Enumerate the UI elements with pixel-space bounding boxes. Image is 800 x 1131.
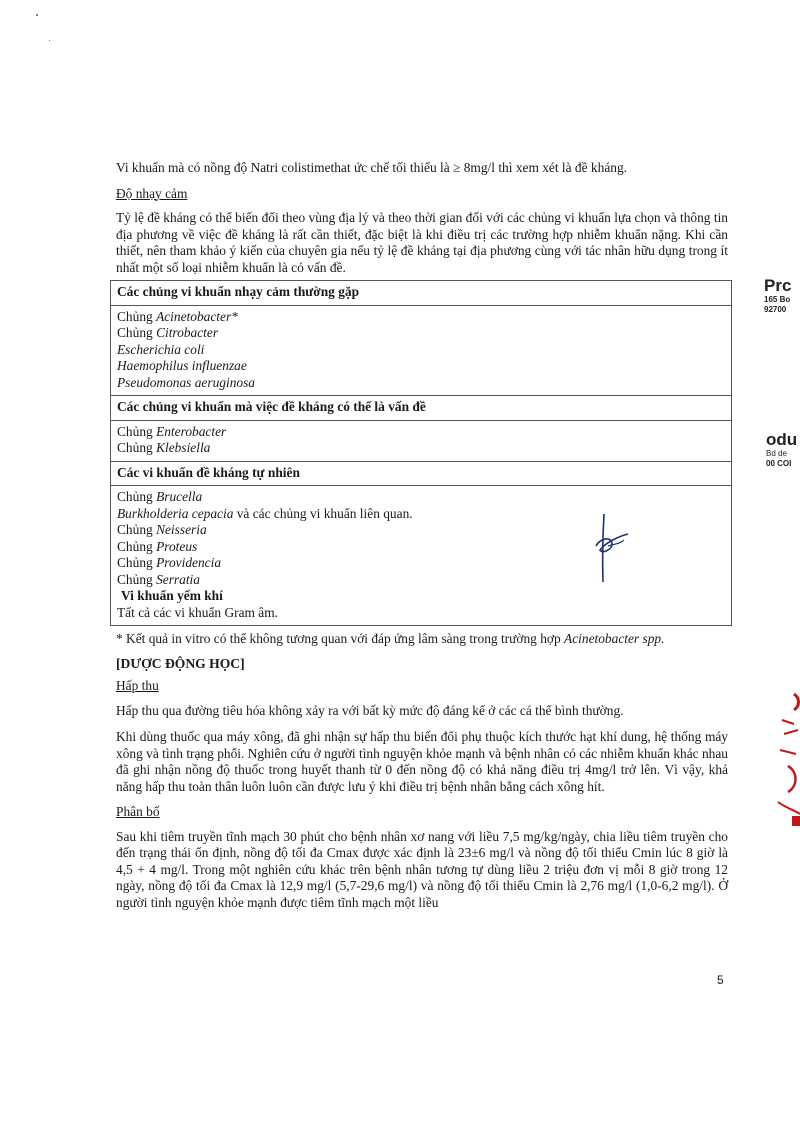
group-common-sensitive-list (111, 305, 732, 396)
organism-item: Chủng Neisseria (117, 522, 207, 537)
organism-item: Chủng Providencia (117, 555, 222, 570)
stamp-fragment-top (764, 276, 800, 315)
distribution-paragraph: Sau khi tiêm truyền tĩnh mạch 30 phút cho bệnh nhân xơ nang với liều 7,5 mg/kg/ngày, chia liều tiêm truyền cho đến trạng thái ổn định, nồng độ tối đa Cmax được xác định là 23±6 mg/l và nồng độ tối thiểu Cmin lúc 8 giờ là 4,5 + 4 mg/l. Trong một nghiên cứu khác trên bệnh nhân tương tự dùng liều 2 triệu đơn vị mỗi 8 giờ trong 12 ngày, nồng độ tối đa Cmax là 12,9 mg/l (5,7-29,6 mg/l) và nồng độ tối thiểu Cmin là 2,76 mg/l (1,0-6,2 mg/l). Ở người tình nguyện khỏe mạnh được tiêm tĩnh mạch một liều (116, 828, 728, 910)
organism-item: Chủng Brucella (117, 489, 203, 504)
group-common-sensitive-title: Các chủng vi khuẩn nhạy cảm thường gặp (111, 281, 732, 306)
scan-speck (36, 14, 38, 16)
sensitivity-paragraph: Tỷ lệ đề kháng có thể biến đổi theo vùng địa lý và theo thời gian đối với các chủng vi khuẩn lựa chọn và thông tin địa phương về việc đề kháng là rất cần thiết, đặc biệt là khi điều trị các trường hợp nhiễm khuẩn nặng. Khi cần thiết, nên tham khảo ý kiến của chuyên gia nếu tỷ lệ đề kháng tại địa phương cùng với tác nhân hữu dụng trong ít nhất một số loại nhiễm khuẩn là có vấn đề. (116, 210, 728, 275)
stamp-text: 00 COI (766, 459, 792, 468)
group-intrinsic-resistant-title: Các vi khuẩn đề kháng tự nhiên (111, 461, 732, 486)
stamp-text: Prc (764, 276, 792, 295)
organism-item: Burkholderia cepacia và các chủng vi khuẩn liên quan. (117, 505, 413, 521)
handwritten-signature (590, 512, 650, 592)
pharmacokinetics-title: [DƯỢC ĐỘNG HỌC] (116, 655, 245, 671)
organism-item: Chủng Enterobacter (117, 423, 227, 439)
group-problematic-title: Các chủng vi khuẩn mà việc đề kháng có thể là vấn đề (111, 396, 732, 421)
organism-item: Haemophilus influenzae (117, 358, 247, 373)
resistance-threshold-text: Vi khuẩn mà có nồng độ Natri colistimethat ức chế tối thiểu là ≥ 8mg/l thì xem xét là đề kháng. (116, 160, 627, 175)
absorption-paragraph-2: Khi dùng thuốc qua máy xông, đã ghi nhận sự hấp thu biến đổi phụ thuộc kích thước hạt khí dung, hệ thống máy xông và tình trạng phổi. Nghiên cứu ở người tình nguyện khỏe mạnh và bệnh nhân có các nhiễm khuẩn khác nhau đã ghi nhận nồng độ thuốc trong huyết thanh từ 0 đến nồng độ có khả năng điều trị 4mg/l trở lên. Vì vậy, khả năng hấp thu toàn thân luôn luôn cần được lưu ý khi điều trị bệnh nhân bằng cách xông hít. (116, 729, 728, 794)
absorption-heading: Hấp thu (116, 678, 159, 693)
organism-item: Chủng Klebsiella (117, 440, 211, 455)
absorption-paragraph-1: Hấp thu qua đường tiêu hóa không xảy ra với bất kỳ mức độ đáng kể ở các cá thể bình thường. (116, 702, 624, 718)
anaerobe-text: Tất cả các vi khuẩn Gram âm. (117, 604, 278, 620)
organism-item: Escherichia coli (117, 341, 205, 357)
stamp-text: Bd de (766, 449, 787, 458)
group-problematic-list (111, 420, 732, 461)
sensitivity-heading: Độ nhạy cảm (116, 185, 188, 201)
organism-item: Chủng Citrobacter (117, 325, 219, 340)
stamp-text: odu (766, 430, 798, 449)
organism-item: Chủng Proteus (117, 538, 198, 554)
stamp-text: 165 Bo (764, 295, 791, 304)
scan-speck (49, 40, 50, 41)
organism-item: Pseudomonas aeruginosa (117, 374, 255, 390)
organism-item: Chủng Serratia (117, 571, 200, 587)
anaerobe-subheading: Vi khuẩn yếm khí (121, 588, 223, 603)
page-number: 5 (717, 973, 724, 987)
stamp-text: 92700 (764, 305, 787, 314)
stamp-fragment-middle (766, 430, 800, 469)
red-stamp-fragment (774, 690, 800, 830)
organism-item: Chủng Acinetobacter* (117, 308, 238, 324)
table-footnote: * Kết quả in vitro có thể không tương quan với đáp ứng lâm sàng trong trường hợp Acinetobacter spp. (116, 631, 665, 646)
distribution-heading: Phân bố (116, 804, 160, 819)
